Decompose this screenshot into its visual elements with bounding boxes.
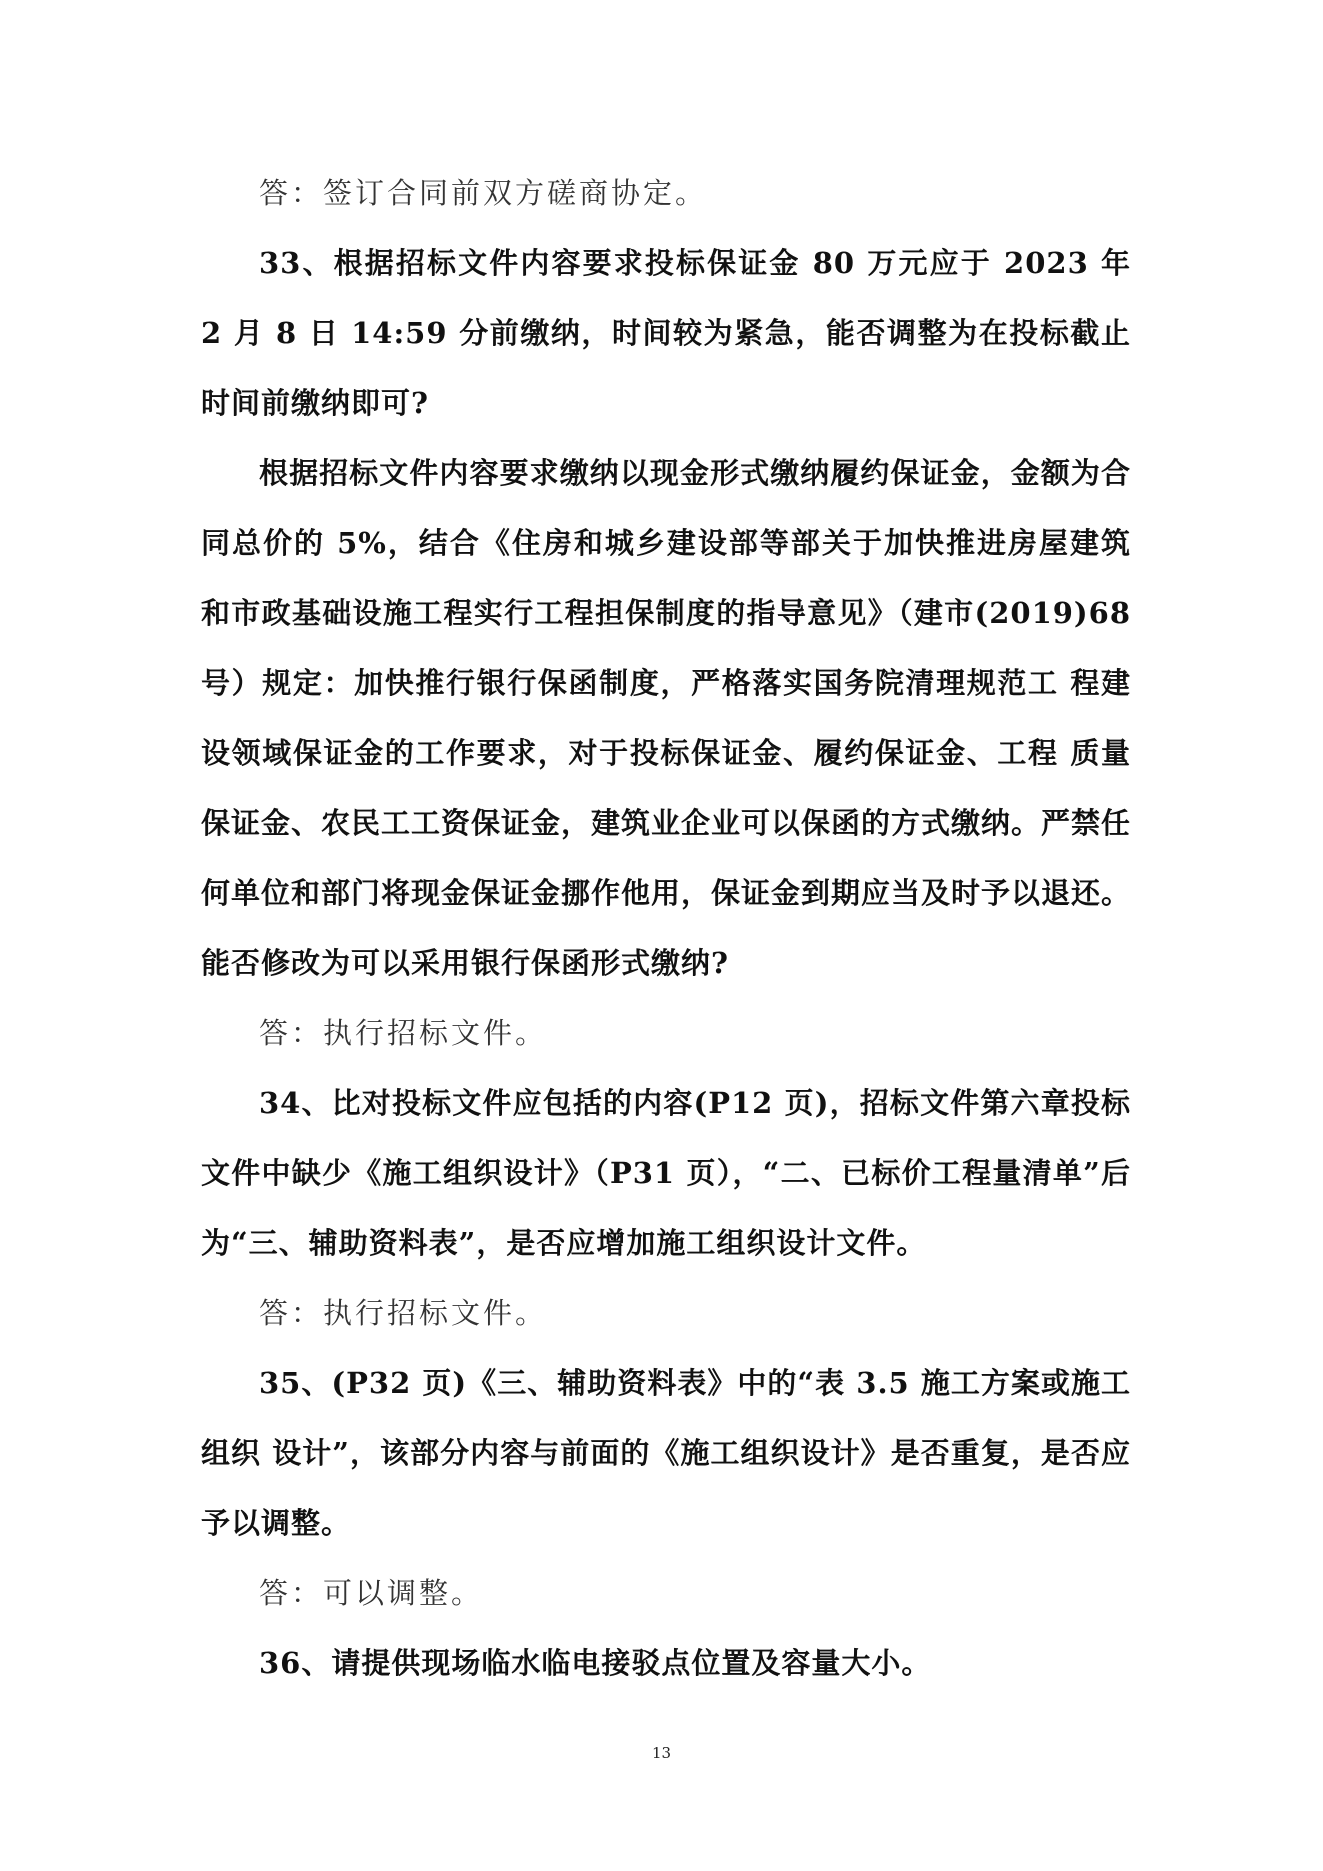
question-36-paragraph: 36、请提供现场临水临电接驳点位置及容量大小。 bbox=[259, 1646, 932, 1680]
answer-paragraph: 答：执行招标文件。 bbox=[259, 1296, 548, 1330]
answer-paragraph: 答：签订合同前双方磋商协定。 bbox=[259, 176, 708, 210]
question-35-paragraph: 35、(P32 页)《三、辅助资料表》中的“表 3.5 施工方案或施工组织 设计”，该部分内容与前面的《施工组织设计》是否重复，是否应予以调整。 bbox=[201, 1366, 1131, 1540]
question-34-paragraph: 34、比对投标文件应包括的内容(P12 页)，招标文件第六章投标文件中缺少《施工组织设计》（P31 页），“二、已标价工程量清单”后为“三、辅助资料表”，是否应增加施工组织设计文件。 bbox=[201, 1086, 1131, 1260]
document-body bbox=[201, 158, 1131, 1698]
answer-paragraph: 答：可以调整。 bbox=[259, 1576, 484, 1610]
page-number: 13 bbox=[651, 1744, 672, 1762]
answer-paragraph: 答：执行招标文件。 bbox=[259, 1016, 548, 1050]
question-33-paragraph: 33、根据招标文件内容要求投标保证金 80 万元应于 2023 年 2 月 8 日 14:59 分前缴纳，时间较为紧急，能否调整为在投标截止时间前缴纳即可? bbox=[201, 246, 1131, 420]
question-33-detail-paragraph: 根据招标文件内容要求缴纳以现金形式缴纳履约保证金，金额为合同总价的 5%，结合《住房和城乡建设部等部关于加快推进房屋建筑和市政基础设施工程实行工程担保制度的指导意见》（建市(2019)68号）规定：加快推行银行保函制度，严格落实国务院清理规范工 程建设领域保证金的工作要求，对于投标保证金、履约保证金、工程 质量保证金、农民工工资保证金，建筑业企业可以保函的方式缴纳。严禁任何单位和部门将现金保证金挪作他用，保证金到期应当及时予以退还。能否修改为可以采用银行保函形式缴纳? bbox=[201, 456, 1132, 980]
